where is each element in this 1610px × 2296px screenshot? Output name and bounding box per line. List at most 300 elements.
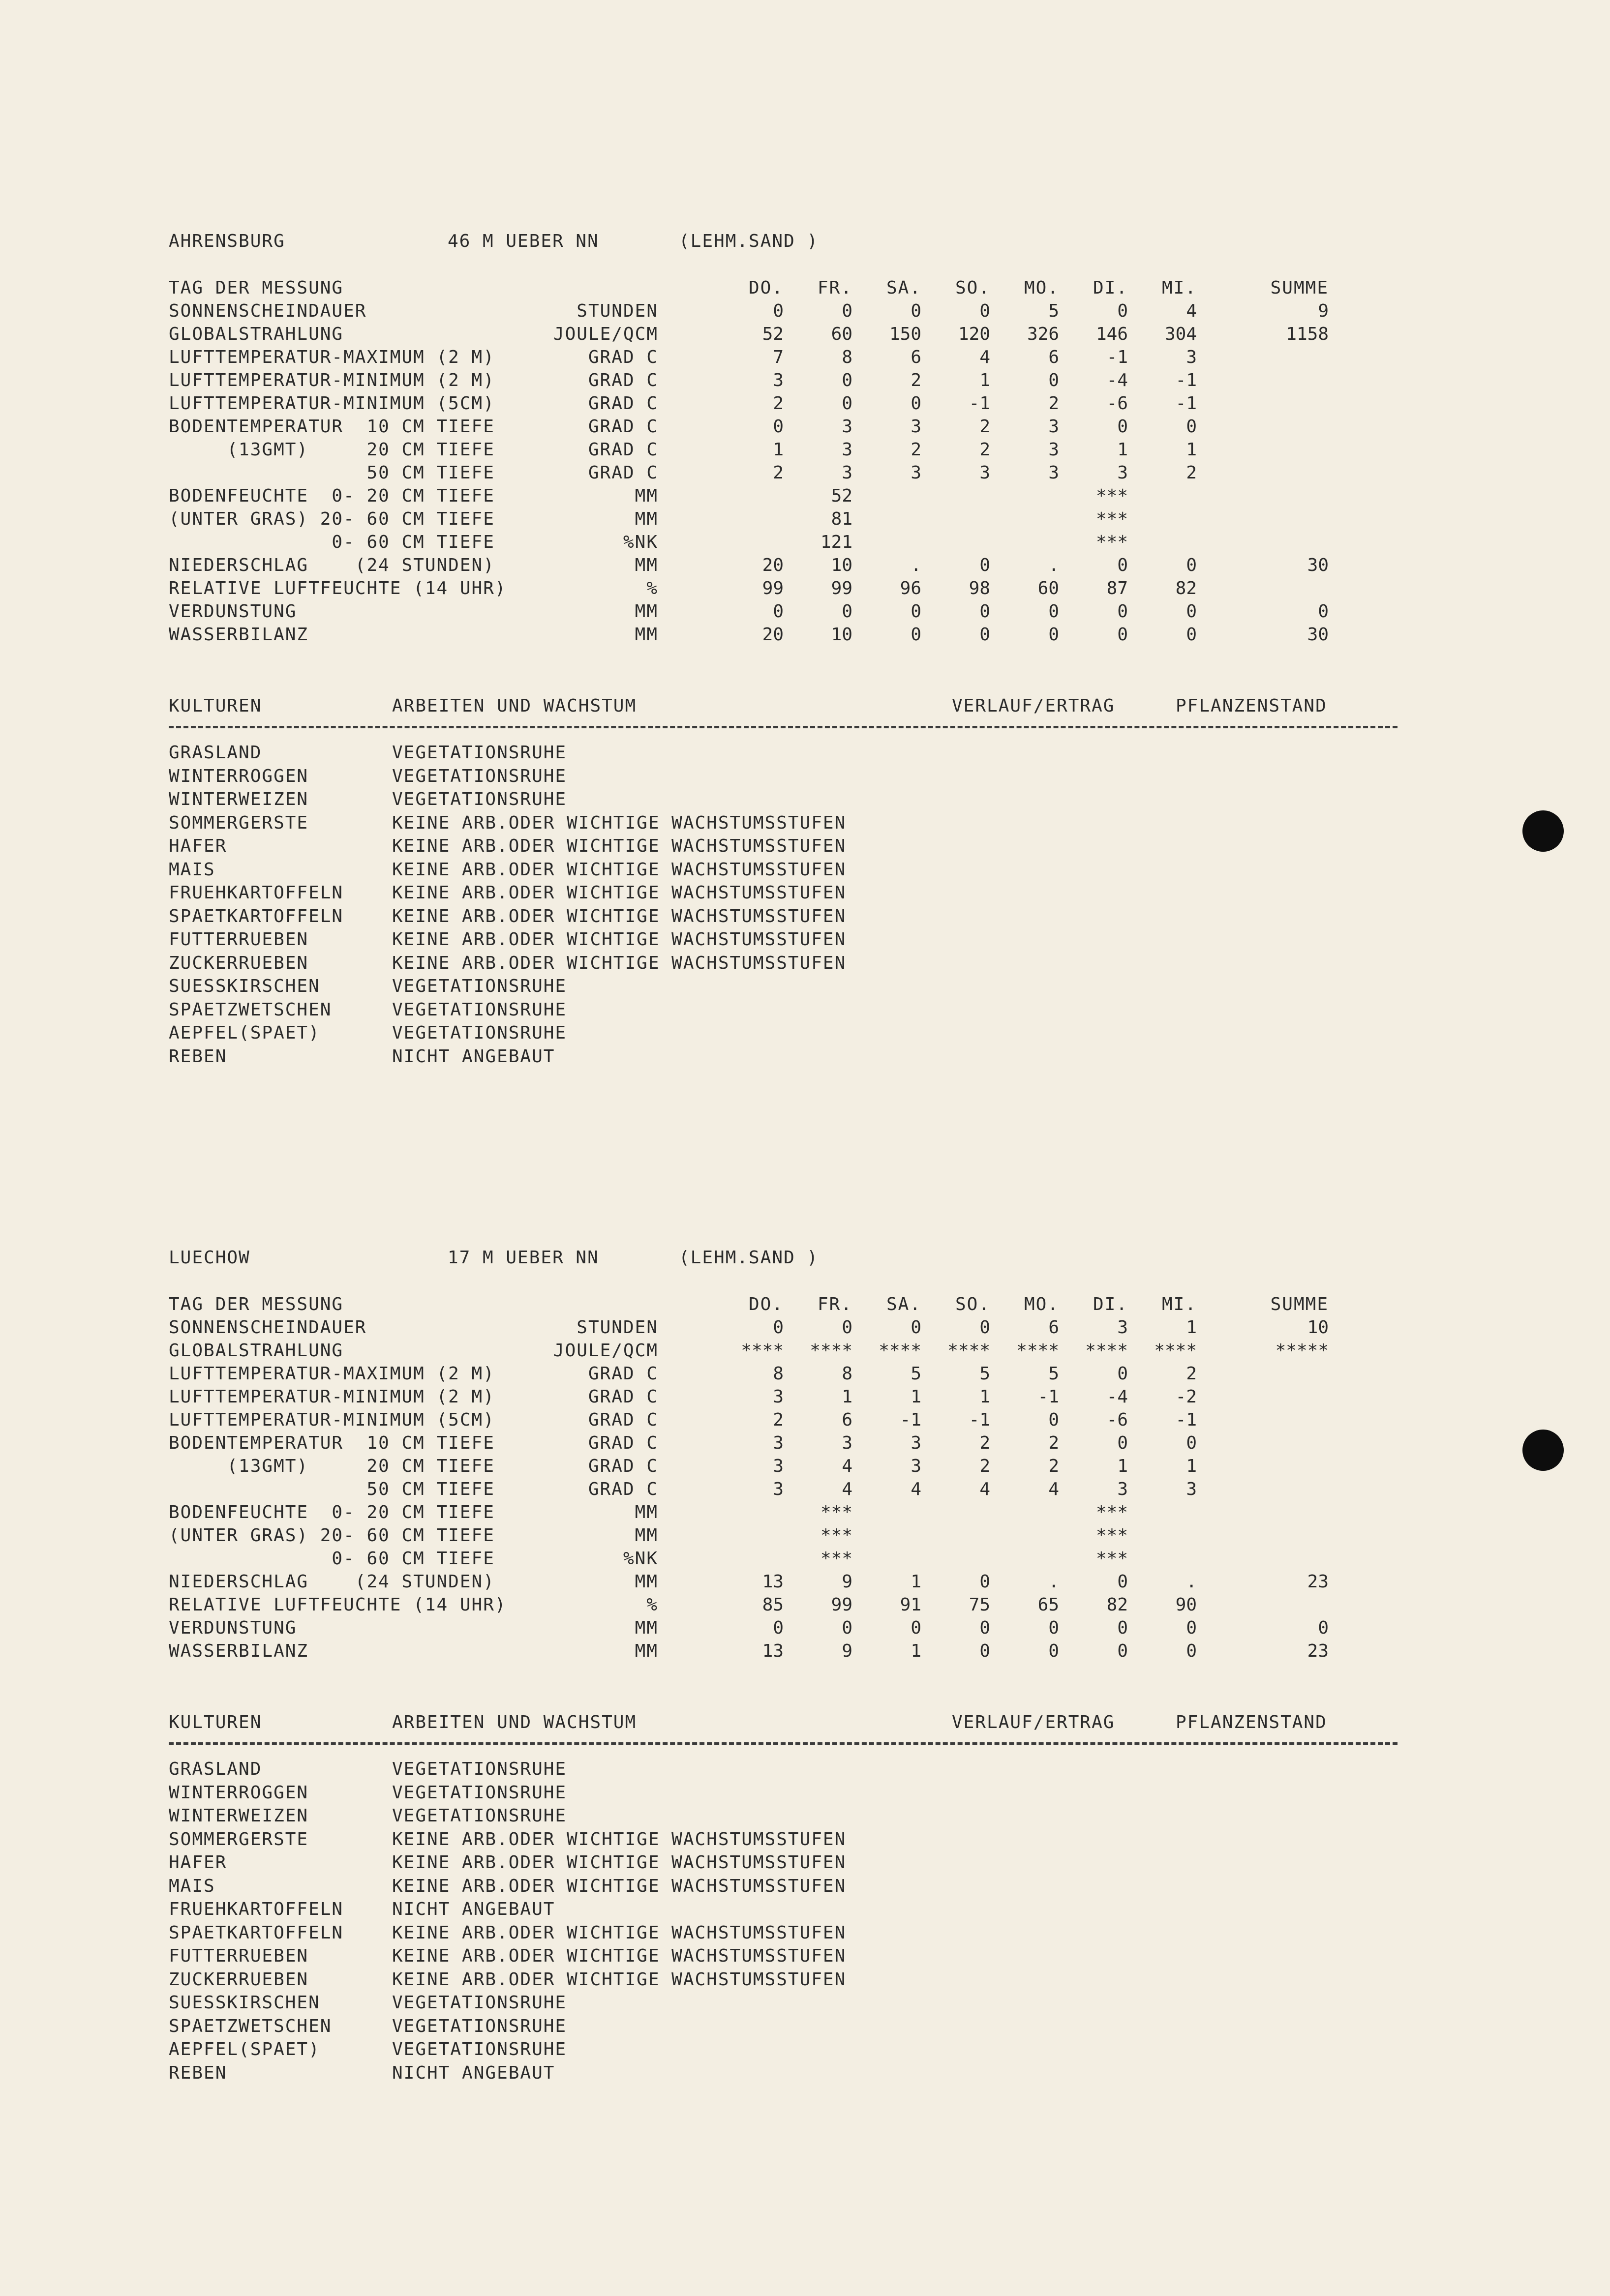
row-unit: MM <box>635 555 658 575</box>
station-soil: (LEHM.SAND ) <box>679 1248 819 1268</box>
crop-status: KEINE ARB.ODER WICHTIGE WACHSTUMSSTUFEN <box>392 883 847 903</box>
row-label: LUFTTEMPERATUR-MINIMUM (5CM) <box>169 393 495 414</box>
crop-name: SUESSKIRSCHEN <box>169 1993 320 2013</box>
crop-status: VEGETATIONSRUHE <box>392 2016 567 2036</box>
data-cell: . <box>911 555 921 575</box>
data-cell: 1 <box>1117 1456 1128 1476</box>
data-cell: 60 <box>1037 578 1059 598</box>
row-label: LUFTTEMPERATUR-MINIMUM (2 M) <box>169 1387 495 1407</box>
row-unit: GRAD C <box>588 1433 658 1453</box>
data-cell: 5 <box>1048 1364 1059 1384</box>
crops-divider <box>169 726 1397 728</box>
data-cell: 52 <box>762 324 784 344</box>
row-unit: MM <box>635 1641 658 1661</box>
data-cell: 3 <box>911 463 921 483</box>
data-cell: 1 <box>911 1641 921 1661</box>
data-cell: -4 <box>1106 370 1128 390</box>
crop-name: GRASLAND <box>169 1759 262 1779</box>
data-cell: 0 <box>842 601 852 622</box>
data-cell: 1 <box>773 440 784 460</box>
data-cell: 0 <box>1186 601 1197 622</box>
data-cell: 98 <box>969 578 990 598</box>
data-cell: 0 <box>979 301 990 321</box>
data-cell: 0 <box>1117 555 1128 575</box>
crops-col-pflanzenstand: PFLANZENSTAND <box>1176 1712 1327 1732</box>
data-cell: 0 <box>911 301 921 321</box>
data-cell: -6 <box>1106 1410 1128 1430</box>
crop-name: HAFER <box>169 836 227 856</box>
crop-name: SPAETKARTOFFELN <box>169 1923 344 1943</box>
data-cell: 4 <box>979 1479 990 1499</box>
data-cell: 120 <box>958 324 990 344</box>
data-cell: -1 <box>1175 1410 1197 1430</box>
day-header: DO. <box>748 278 784 298</box>
data-cell: 0 <box>1048 625 1059 645</box>
crop-status: NICHT ANGEBAUT <box>392 1046 555 1067</box>
row-label: 0- 60 CM TIEFE <box>169 1549 495 1569</box>
data-cell: *** <box>1095 1502 1128 1522</box>
data-cell: 0 <box>1117 417 1128 437</box>
crop-status: KEINE ARB.ODER WICHTIGE WACHSTUMSSTUFEN <box>392 813 847 833</box>
crop-name: ZUCKERRUEBEN <box>169 1969 309 1990</box>
data-cell: *** <box>1095 486 1128 506</box>
data-cell: 2 <box>1186 1364 1197 1384</box>
row-unit: % <box>646 578 658 598</box>
data-cell: -6 <box>1106 393 1128 414</box>
data-cell: 3 <box>1117 1479 1128 1499</box>
row-label: BODENTEMPERATUR 10 CM TIEFE <box>169 417 495 437</box>
row-unit: JOULE/QCM <box>553 324 658 344</box>
data-cell: 326 <box>1027 324 1059 344</box>
data-cell: 0 <box>979 1572 990 1592</box>
day-header: DO. <box>748 1294 784 1314</box>
data-cell: 0 <box>1048 370 1059 390</box>
data-cell: 0 <box>1117 625 1128 645</box>
crop-status: NICHT ANGEBAUT <box>392 1899 555 1919</box>
data-cell: 99 <box>762 578 784 598</box>
row-unit: GRAD C <box>588 1479 658 1499</box>
row-label: WASSERBILANZ <box>169 1641 309 1661</box>
sum-cell: 23 <box>1307 1572 1329 1592</box>
data-cell: 0 <box>911 601 921 622</box>
station-name: LUECHOW <box>169 1248 250 1268</box>
data-cell: -1 <box>1175 370 1197 390</box>
crop-name: FRUEHKARTOFFELN <box>169 883 344 903</box>
crop-status: KEINE ARB.ODER WICHTIGE WACHSTUMSSTUFEN <box>392 1829 847 1849</box>
row-label: RELATIVE LUFTFEUCHTE (14 UHR) <box>169 1595 507 1615</box>
row-unit: MM <box>635 1572 658 1592</box>
row-unit: GRAD C <box>588 417 658 437</box>
crop-status: VEGETATIONSRUHE <box>392 2039 567 2059</box>
data-cell: 2 <box>979 440 990 460</box>
data-cell: 10 <box>831 555 852 575</box>
sum-cell: 1158 <box>1286 324 1329 344</box>
day-header: DI. <box>1093 1294 1128 1314</box>
row-unit: %NK <box>623 1549 658 1569</box>
row-unit: GRAD C <box>588 347 658 367</box>
crops-col-verlauf: VERLAUF/ERTRAG <box>952 1712 1115 1732</box>
data-cell: 3 <box>911 1433 921 1453</box>
data-cell: 6 <box>911 347 921 367</box>
data-cell: 3 <box>1186 1479 1197 1499</box>
crops-col-arbeiten: ARBEITEN UND WACHSTUM <box>392 1712 637 1732</box>
data-cell: 65 <box>1037 1595 1059 1615</box>
crop-name: ZUCKERRUEBEN <box>169 953 309 973</box>
data-cell: 0 <box>1117 1364 1128 1384</box>
row-label: 50 CM TIEFE <box>169 463 495 483</box>
data-cell: 3 <box>842 440 852 460</box>
row-unit: GRAD C <box>588 1456 658 1476</box>
data-cell: 0 <box>773 1317 784 1338</box>
crop-name: GRASLAND <box>169 743 262 763</box>
data-cell: 82 <box>1106 1595 1128 1615</box>
data-cell: 0 <box>842 393 852 414</box>
crop-status: VEGETATIONSRUHE <box>392 1000 567 1020</box>
data-cell: 150 <box>889 324 921 344</box>
data-cell: 5 <box>1048 301 1059 321</box>
data-cell: 9 <box>842 1572 852 1592</box>
row-unit: MM <box>635 625 658 645</box>
row-label: LUFTTEMPERATUR-MINIMUM (2 M) <box>169 370 495 390</box>
data-cell: 6 <box>842 1410 852 1430</box>
data-cell: 0 <box>773 601 784 622</box>
data-cell: **** <box>879 1341 921 1361</box>
row-label: SONNENSCHEINDAUER <box>169 1317 367 1338</box>
data-cell: 3 <box>773 1479 784 1499</box>
row-unit: GRAD C <box>588 440 658 460</box>
data-cell: 0 <box>1186 625 1197 645</box>
data-cell: -1 <box>969 1410 990 1430</box>
data-cell: 0 <box>842 301 852 321</box>
row-unit: MM <box>635 1502 658 1522</box>
row-unit: MM <box>635 509 658 529</box>
data-cell: 3 <box>842 1433 852 1453</box>
crop-status: VEGETATIONSRUHE <box>392 1993 567 2013</box>
data-cell: 2 <box>979 417 990 437</box>
sum-cell: 10 <box>1307 1317 1329 1338</box>
data-cell: **** <box>1154 1341 1197 1361</box>
punch-hole-top <box>1522 810 1564 852</box>
data-cell: 1 <box>1186 1317 1197 1338</box>
crop-name: SOMMERGERSTE <box>169 1829 309 1849</box>
crop-status: KEINE ARB.ODER WICHTIGE WACHSTUMSSTUFEN <box>392 953 847 973</box>
data-cell: 0 <box>1117 1433 1128 1453</box>
crop-name: SPAETKARTOFFELN <box>169 906 344 926</box>
data-cell: *** <box>820 1549 852 1569</box>
data-cell: 1 <box>911 1572 921 1592</box>
data-cell: 99 <box>831 1595 852 1615</box>
row-unit: STUNDEN <box>577 301 658 321</box>
data-cell: 90 <box>1175 1595 1197 1615</box>
data-cell: 0 <box>1186 417 1197 437</box>
row-label: (13GMT) 20 CM TIEFE <box>169 1456 495 1476</box>
data-cell: 4 <box>979 347 990 367</box>
sum-cell: 30 <box>1307 555 1329 575</box>
data-cell: 0 <box>911 1317 921 1338</box>
crop-name: WINTERWEIZEN <box>169 789 309 809</box>
station-elevation: 46 M UEBER NN <box>448 231 599 251</box>
data-cell: 0 <box>1186 1433 1197 1453</box>
data-cell: *** <box>1095 1525 1128 1546</box>
crop-status: VEGETATIONSRUHE <box>392 1759 567 1779</box>
day-header: SA. <box>886 278 921 298</box>
crop-status: KEINE ARB.ODER WICHTIGE WACHSTUMSSTUFEN <box>392 1969 847 1990</box>
data-cell: 8 <box>773 1364 784 1384</box>
crop-name: HAFER <box>169 1852 227 1873</box>
data-cell: 4 <box>842 1479 852 1499</box>
crop-name: MAIS <box>169 1876 215 1896</box>
data-cell: 81 <box>831 509 852 529</box>
data-cell: 3 <box>773 1387 784 1407</box>
row-label: 50 CM TIEFE <box>169 1479 495 1499</box>
crop-status: KEINE ARB.ODER WICHTIGE WACHSTUMSSTUFEN <box>392 1876 847 1896</box>
data-cell: *** <box>1095 509 1128 529</box>
data-cell: 0 <box>979 555 990 575</box>
row-label: BODENFEUCHTE 0- 20 CM TIEFE <box>169 486 495 506</box>
day-header: SO. <box>955 1294 990 1314</box>
row-label: SONNENSCHEINDAUER <box>169 301 367 321</box>
row-label: (13GMT) 20 CM TIEFE <box>169 440 495 460</box>
station-soil: (LEHM.SAND ) <box>679 231 819 251</box>
crops-col-pflanzenstand: PFLANZENSTAND <box>1176 696 1327 716</box>
crop-name: FRUEHKARTOFFELN <box>169 1899 344 1919</box>
crop-status: VEGETATIONSRUHE <box>392 789 567 809</box>
data-cell: 6 <box>1048 347 1059 367</box>
data-cell: *** <box>820 1502 852 1522</box>
crop-name: SUESSKIRSCHEN <box>169 976 320 996</box>
data-cell: 13 <box>762 1572 784 1592</box>
data-cell: 2 <box>1048 393 1059 414</box>
data-cell: 4 <box>1048 1479 1059 1499</box>
station-name: AHRENSBURG <box>169 231 285 251</box>
data-cell: 0 <box>911 1618 921 1638</box>
row-label: VERDUNSTUNG <box>169 1618 297 1638</box>
data-cell: -1 <box>1037 1387 1059 1407</box>
crop-name: MAIS <box>169 860 215 880</box>
row-label: RELATIVE LUFTFEUCHTE (14 UHR) <box>169 578 507 598</box>
sum-cell: ***** <box>1275 1341 1329 1361</box>
sum-header: SUMME <box>1270 1294 1329 1314</box>
data-cell: 4 <box>842 1456 852 1476</box>
data-cell: 20 <box>762 555 784 575</box>
row-label: LUFTTEMPERATUR-MAXIMUM (2 M) <box>169 1364 495 1384</box>
data-cell: 0 <box>1048 1410 1059 1430</box>
crop-name: REBEN <box>169 1046 227 1067</box>
data-cell: 0 <box>1117 301 1128 321</box>
crop-name: FUTTERRUEBEN <box>169 929 309 950</box>
data-cell: 75 <box>969 1595 990 1615</box>
crop-status: KEINE ARB.ODER WICHTIGE WACHSTUMSSTUFEN <box>392 860 847 880</box>
data-cell: 13 <box>762 1641 784 1661</box>
data-cell: 0 <box>1117 1618 1128 1638</box>
day-header: FR. <box>817 278 852 298</box>
data-cell: 0 <box>1048 1618 1059 1638</box>
data-cell: 20 <box>762 625 784 645</box>
data-cell: 2 <box>773 1410 784 1430</box>
data-cell: 0 <box>1048 601 1059 622</box>
day-header: SA. <box>886 1294 921 1314</box>
row-unit: JOULE/QCM <box>553 1341 658 1361</box>
data-cell: **** <box>947 1341 990 1361</box>
measure-title: TAG DER MESSUNG <box>169 1294 344 1314</box>
data-cell: 82 <box>1175 578 1197 598</box>
data-cell: 3 <box>1048 417 1059 437</box>
crop-name: SPAETZWETSCHEN <box>169 2016 332 2036</box>
crop-name: AEPFEL(SPAET) <box>169 2039 320 2059</box>
data-cell: 0 <box>911 625 921 645</box>
row-unit: MM <box>635 1618 658 1638</box>
crop-status: KEINE ARB.ODER WICHTIGE WACHSTUMSSTUFEN <box>392 1852 847 1873</box>
row-unit: MM <box>635 601 658 622</box>
data-cell: 1 <box>1186 440 1197 460</box>
data-cell: -2 <box>1175 1387 1197 1407</box>
data-cell: 0 <box>979 1618 990 1638</box>
row-label: LUFTTEMPERATUR-MAXIMUM (2 M) <box>169 347 495 367</box>
data-cell: -1 <box>1106 347 1128 367</box>
data-cell: 4 <box>911 1479 921 1499</box>
data-cell: 0 <box>842 1317 852 1338</box>
day-header: MO. <box>1024 278 1059 298</box>
data-cell: -4 <box>1106 1387 1128 1407</box>
data-cell: 1 <box>979 1387 990 1407</box>
sum-cell: 23 <box>1307 1641 1329 1661</box>
data-cell: 99 <box>831 578 852 598</box>
row-label: NIEDERSCHLAG (24 STUNDEN) <box>169 1572 495 1592</box>
data-cell: 52 <box>831 486 852 506</box>
crops-col-verlauf: VERLAUF/ERTRAG <box>952 696 1115 716</box>
data-cell: 96 <box>900 578 921 598</box>
data-cell: 3 <box>979 463 990 483</box>
data-cell: 3 <box>773 1456 784 1476</box>
data-cell: 2 <box>1048 1433 1059 1453</box>
crop-status: KEINE ARB.ODER WICHTIGE WACHSTUMSSTUFEN <box>392 1946 847 1966</box>
data-cell: 1 <box>979 370 990 390</box>
crop-status: KEINE ARB.ODER WICHTIGE WACHSTUMSSTUFEN <box>392 906 847 926</box>
data-cell: 1 <box>1117 440 1128 460</box>
crop-name: WINTERWEIZEN <box>169 1806 309 1826</box>
data-cell: 0 <box>979 625 990 645</box>
data-cell: 0 <box>1186 1618 1197 1638</box>
data-cell: 5 <box>979 1364 990 1384</box>
data-cell: 85 <box>762 1595 784 1615</box>
data-cell: 0 <box>979 1641 990 1661</box>
data-cell: 0 <box>1117 1572 1128 1592</box>
data-cell: 8 <box>842 347 852 367</box>
row-label: GLOBALSTRAHLUNG <box>169 324 344 344</box>
data-cell: 0 <box>773 1618 784 1638</box>
data-cell: 8 <box>842 1364 852 1384</box>
data-cell: 3 <box>1186 347 1197 367</box>
data-cell: *** <box>1095 532 1128 552</box>
data-cell: 6 <box>1048 1317 1059 1338</box>
row-unit: MM <box>635 1525 658 1546</box>
row-label: BODENFEUCHTE 0- 20 CM TIEFE <box>169 1502 495 1522</box>
data-cell: 10 <box>831 625 852 645</box>
day-header: MO. <box>1024 1294 1059 1314</box>
measure-title: TAG DER MESSUNG <box>169 278 344 298</box>
day-header: MI. <box>1161 1294 1197 1314</box>
sum-cell: 30 <box>1307 625 1329 645</box>
day-header: MI. <box>1161 278 1197 298</box>
data-cell: 0 <box>773 417 784 437</box>
data-cell: -1 <box>900 1410 921 1430</box>
crop-status: KEINE ARB.ODER WICHTIGE WACHSTUMSSTUFEN <box>392 929 847 950</box>
data-cell: 2 <box>773 463 784 483</box>
data-cell: 2 <box>911 370 921 390</box>
data-cell: 121 <box>820 532 852 552</box>
data-cell: 0 <box>1186 1641 1197 1661</box>
sum-header: SUMME <box>1270 278 1329 298</box>
row-label: LUFTTEMPERATUR-MINIMUM (5CM) <box>169 1410 495 1430</box>
data-cell: 0 <box>842 370 852 390</box>
data-cell: 0 <box>773 301 784 321</box>
row-label: (UNTER GRAS) 20- 60 CM TIEFE <box>169 1525 495 1546</box>
crops-col-kulturen: KULTUREN <box>169 1712 262 1732</box>
row-label: BODENTEMPERATUR 10 CM TIEFE <box>169 1433 495 1453</box>
data-cell: 3 <box>773 370 784 390</box>
data-cell: 0 <box>911 393 921 414</box>
data-cell: **** <box>741 1341 784 1361</box>
data-cell: 1 <box>911 1387 921 1407</box>
row-unit: MM <box>635 486 658 506</box>
sum-cell: 0 <box>1318 601 1329 622</box>
data-cell: 87 <box>1106 578 1128 598</box>
crop-status: VEGETATIONSRUHE <box>392 1023 567 1043</box>
data-cell: 3 <box>1048 463 1059 483</box>
sum-cell: 0 <box>1318 1618 1329 1638</box>
row-unit: GRAD C <box>588 1364 658 1384</box>
crop-status: VEGETATIONSRUHE <box>392 976 567 996</box>
data-cell: 5 <box>911 1364 921 1384</box>
crop-status: KEINE ARB.ODER WICHTIGE WACHSTUMSSTUFEN <box>392 836 847 856</box>
row-unit: STUNDEN <box>577 1317 658 1338</box>
data-cell: . <box>1048 1572 1059 1592</box>
crop-name: WINTERROGGEN <box>169 766 309 786</box>
day-header: DI. <box>1093 278 1128 298</box>
crop-name: WINTERROGGEN <box>169 1783 309 1803</box>
data-cell: 2 <box>1048 1456 1059 1476</box>
crop-status: VEGETATIONSRUHE <box>392 1783 567 1803</box>
data-cell: 3 <box>911 1456 921 1476</box>
crops-col-arbeiten: ARBEITEN UND WACHSTUM <box>392 696 637 716</box>
data-cell: 0 <box>1117 1641 1128 1661</box>
row-unit: GRAD C <box>588 393 658 414</box>
row-unit: %NK <box>623 532 658 552</box>
data-cell: 2 <box>1186 463 1197 483</box>
data-cell: 9 <box>842 1641 852 1661</box>
data-cell: 1 <box>1186 1456 1197 1476</box>
data-cell: 304 <box>1164 324 1197 344</box>
data-cell: . <box>1048 555 1059 575</box>
data-cell: 60 <box>831 324 852 344</box>
data-cell: 3 <box>1048 440 1059 460</box>
data-cell: **** <box>1016 1341 1059 1361</box>
data-cell: **** <box>1085 1341 1128 1361</box>
row-label: (UNTER GRAS) 20- 60 CM TIEFE <box>169 509 495 529</box>
data-cell: 3 <box>1117 463 1128 483</box>
data-cell: -1 <box>1175 393 1197 414</box>
data-cell: 3 <box>1117 1317 1128 1338</box>
data-cell: 0 <box>1186 555 1197 575</box>
data-cell: 0 <box>979 601 990 622</box>
crop-status: VEGETATIONSRUHE <box>392 743 567 763</box>
data-cell: 0 <box>979 1317 990 1338</box>
data-cell: 2 <box>911 440 921 460</box>
data-cell: **** <box>810 1341 852 1361</box>
row-label: GLOBALSTRAHLUNG <box>169 1341 344 1361</box>
day-header: SO. <box>955 278 990 298</box>
data-cell: *** <box>820 1525 852 1546</box>
